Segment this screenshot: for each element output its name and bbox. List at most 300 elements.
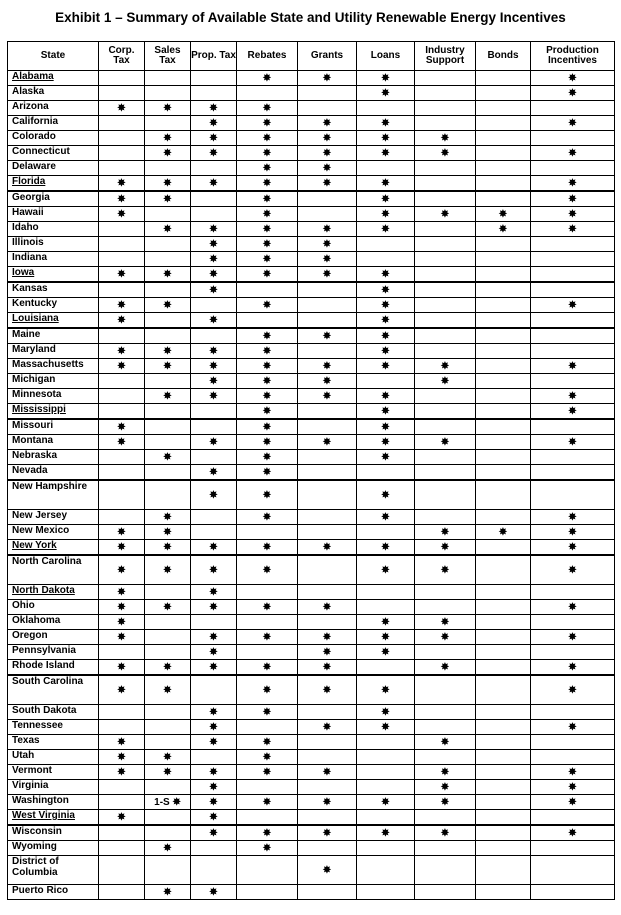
star-mark-icon: ✸ xyxy=(209,375,218,387)
incentive-cell xyxy=(357,630,415,645)
incentive-cell xyxy=(415,435,476,450)
incentive-cell xyxy=(298,810,357,826)
incentive-cell xyxy=(298,525,357,540)
incentive-cell xyxy=(415,101,476,116)
state-label: Alabama xyxy=(12,71,54,82)
star-mark-icon: ✸ xyxy=(262,661,272,673)
incentive-cell xyxy=(145,404,191,420)
incentive-cell xyxy=(191,359,237,374)
incentive-cell xyxy=(191,131,237,146)
incentive-cell xyxy=(145,750,191,765)
incentive-cell xyxy=(415,795,476,810)
star-mark-icon: ✸ xyxy=(568,360,577,372)
incentive-cell xyxy=(476,252,531,267)
incentive-cell xyxy=(145,176,191,192)
state-label: Tennessee xyxy=(12,720,63,731)
incentive-cell xyxy=(191,885,237,900)
state-name xyxy=(8,282,99,298)
star-mark-icon: ✸ xyxy=(440,827,450,839)
incentive-cell xyxy=(191,116,237,131)
incentive-cell xyxy=(357,885,415,900)
incentive-cell xyxy=(476,720,531,735)
incentive-cell xyxy=(191,750,237,765)
star-mark-icon: ✸ xyxy=(381,330,390,342)
incentive-cell xyxy=(531,510,615,525)
incentive-cell xyxy=(476,328,531,344)
incentive-cell xyxy=(191,810,237,826)
star-mark-icon: ✸ xyxy=(209,661,218,673)
incentive-cell xyxy=(476,780,531,795)
star-mark-icon: ✸ xyxy=(381,117,390,129)
star-mark-icon: ✸ xyxy=(568,541,577,553)
state-label: Connecticut xyxy=(12,146,70,157)
incentive-cell xyxy=(145,765,191,780)
incentive-cell xyxy=(415,810,476,826)
state-label: Indiana xyxy=(12,252,48,263)
incentive-cell xyxy=(298,825,357,841)
incentive-cell xyxy=(415,540,476,556)
incentive-cell xyxy=(145,374,191,389)
incentive-cell xyxy=(191,161,237,176)
star-mark-icon: ✸ xyxy=(163,147,172,159)
table-row xyxy=(8,841,615,856)
incentive-cell xyxy=(237,344,298,359)
incentive-cell xyxy=(476,825,531,841)
state-label: New Mexico xyxy=(12,525,70,536)
star-mark-icon: ✸ xyxy=(381,796,390,808)
star-mark-icon: ✸ xyxy=(163,451,172,463)
star-mark-icon: ✸ xyxy=(163,541,172,553)
incentive-cell xyxy=(145,359,191,374)
incentive-cell xyxy=(191,480,237,510)
state-label: Louisiana xyxy=(12,313,59,324)
star-mark-icon: ✸ xyxy=(209,541,218,553)
incentive-cell xyxy=(99,675,145,705)
incentive-cell xyxy=(191,510,237,525)
star-mark-icon: ✸ xyxy=(163,684,172,696)
table-row xyxy=(8,630,615,645)
star-mark-icon: ✸ xyxy=(381,405,390,417)
incentive-cell xyxy=(531,86,615,101)
star-mark-icon: ✸ xyxy=(440,631,450,643)
star-mark-icon: ✸ xyxy=(322,177,332,189)
star-mark-icon: ✸ xyxy=(381,421,390,433)
incentive-cell xyxy=(531,540,615,556)
table-row xyxy=(8,237,615,252)
state-name xyxy=(8,720,99,735)
incentive-cell xyxy=(191,675,237,705)
incentive-cell xyxy=(237,856,298,885)
star-mark-icon: ✸ xyxy=(381,451,390,463)
star-mark-icon: ✸ xyxy=(322,253,332,265)
state-name xyxy=(8,780,99,795)
table-row xyxy=(8,525,615,540)
incentive-cell xyxy=(237,885,298,900)
incentive-cell xyxy=(298,856,357,885)
table-row xyxy=(8,810,615,826)
incentive-cell xyxy=(476,841,531,856)
star-mark-icon: ✸ xyxy=(117,616,126,628)
incentive-cell xyxy=(99,841,145,856)
star-mark-icon: ✸ xyxy=(440,526,450,538)
star-mark-icon: ✸ xyxy=(381,721,390,733)
star-mark-icon: ✸ xyxy=(262,436,272,448)
incentive-cell xyxy=(237,389,298,404)
star-mark-icon: ✸ xyxy=(209,489,218,501)
star-mark-icon: ✸ xyxy=(381,223,390,235)
state-name xyxy=(8,645,99,660)
incentive-cell xyxy=(415,344,476,359)
star-mark-icon: ✸ xyxy=(568,87,577,99)
table-row xyxy=(8,645,615,660)
incentive-cell xyxy=(99,146,145,161)
star-mark-icon: ✸ xyxy=(117,102,126,114)
star-mark-icon: ✸ xyxy=(381,193,390,205)
incentive-cell xyxy=(531,101,615,116)
star-mark-icon: ✸ xyxy=(209,706,218,718)
table-row xyxy=(8,328,615,344)
state-name xyxy=(8,161,99,176)
star-mark-icon: ✸ xyxy=(440,375,450,387)
incentive-cell xyxy=(415,765,476,780)
incentive-cell xyxy=(99,191,145,207)
star-mark-icon: ✸ xyxy=(322,796,332,808)
table-row xyxy=(8,282,615,298)
star-mark-icon: ✸ xyxy=(209,766,218,778)
incentive-cell xyxy=(298,101,357,116)
incentive-cell xyxy=(415,404,476,420)
incentive-cell xyxy=(357,404,415,420)
incentive-cell xyxy=(99,161,145,176)
incentive-cell xyxy=(357,540,415,556)
incentive-cell xyxy=(99,389,145,404)
incentive-cell xyxy=(357,510,415,525)
incentive-cell xyxy=(191,780,237,795)
state-name xyxy=(8,86,99,101)
star-mark-icon: ✸ xyxy=(163,511,172,523)
state-name xyxy=(8,705,99,720)
state-name xyxy=(8,660,99,676)
header-production-incentives: Production Incentives xyxy=(531,42,615,71)
star-mark-icon: ✸ xyxy=(209,811,218,823)
incentive-cell xyxy=(298,267,357,283)
incentive-cell xyxy=(191,795,237,810)
state-name xyxy=(8,101,99,116)
incentive-cell xyxy=(298,328,357,344)
incentive-cell xyxy=(357,344,415,359)
incentive-cell xyxy=(237,222,298,237)
star-mark-icon: ✸ xyxy=(163,345,172,357)
incentive-cell xyxy=(476,705,531,720)
state-label: South Dakota xyxy=(12,705,77,716)
star-mark-icon: ✸ xyxy=(568,601,577,613)
incentive-cell xyxy=(415,207,476,222)
star-mark-icon: ✸ xyxy=(381,132,390,144)
incentive-cell xyxy=(476,795,531,810)
table-row xyxy=(8,585,615,600)
incentive-cell xyxy=(298,750,357,765)
incentive-cell xyxy=(415,675,476,705)
table-row xyxy=(8,450,615,465)
state-label: Vermont xyxy=(12,765,53,776)
star-mark-icon: ✸ xyxy=(440,766,450,778)
incentive-cell xyxy=(357,328,415,344)
incentive-cell xyxy=(298,252,357,267)
table-row xyxy=(8,359,615,374)
incentive-cell xyxy=(298,282,357,298)
incentive-cell xyxy=(415,705,476,720)
incentive-cell xyxy=(298,510,357,525)
incentive-cell xyxy=(415,176,476,192)
incentive-cell xyxy=(145,116,191,131)
star-mark-icon: ✸ xyxy=(568,564,577,576)
incentive-cell xyxy=(531,252,615,267)
incentive-cell xyxy=(99,313,145,329)
star-mark-icon: ✸ xyxy=(209,177,218,189)
incentive-cell xyxy=(476,765,531,780)
incentive-cell xyxy=(298,222,357,237)
table-row xyxy=(8,71,615,86)
star-mark-icon: ✸ xyxy=(163,661,172,673)
incentive-cell xyxy=(531,825,615,841)
incentive-cell xyxy=(191,404,237,420)
incentive-cell xyxy=(476,735,531,750)
incentive-cell xyxy=(191,465,237,481)
star-mark-icon: ✸ xyxy=(440,360,450,372)
incentive-cell xyxy=(237,480,298,510)
star-mark-icon: ✸ xyxy=(381,314,390,326)
star-mark-icon: ✸ xyxy=(262,299,272,311)
star-mark-icon: ✸ xyxy=(163,268,172,280)
incentive-cell xyxy=(357,116,415,131)
incentive-cell xyxy=(357,645,415,660)
star-mark-icon: ✸ xyxy=(322,827,332,839)
incentive-cell xyxy=(298,585,357,600)
incentive-cell xyxy=(298,630,357,645)
incentive-cell xyxy=(415,825,476,841)
star-mark-icon: ✸ xyxy=(568,193,577,205)
incentive-cell xyxy=(357,374,415,389)
incentive-cell xyxy=(476,101,531,116)
incentive-cell xyxy=(476,885,531,900)
state-name xyxy=(8,735,99,750)
state-name xyxy=(8,885,99,900)
state-name xyxy=(8,585,99,600)
table-row xyxy=(8,885,615,900)
state-label: Georgia xyxy=(12,192,50,203)
table-row xyxy=(8,600,615,615)
incentive-cell xyxy=(99,705,145,720)
incentive-cell xyxy=(415,86,476,101)
state-name xyxy=(8,841,99,856)
incentive-cell xyxy=(415,116,476,131)
incentive-cell xyxy=(357,267,415,283)
incentive-cell xyxy=(357,465,415,481)
incentive-cell xyxy=(145,540,191,556)
star-mark-icon: ✸ xyxy=(568,117,577,129)
incentive-cell xyxy=(415,630,476,645)
star-mark-icon: ✸ xyxy=(440,541,450,553)
state-name xyxy=(8,555,99,585)
state-name xyxy=(8,825,99,841)
star-mark-icon: ✸ xyxy=(209,886,218,898)
incentive-cell xyxy=(99,419,145,435)
star-mark-icon: ✸ xyxy=(209,102,218,114)
table-row xyxy=(8,750,615,765)
incentive-cell xyxy=(476,660,531,676)
star-mark-icon: ✸ xyxy=(440,781,450,793)
incentive-cell xyxy=(191,298,237,313)
star-mark-icon: ✸ xyxy=(209,781,218,793)
star-mark-icon: ✸ xyxy=(262,147,272,159)
star-mark-icon: ✸ xyxy=(568,147,577,159)
incentive-cell xyxy=(145,450,191,465)
state-name xyxy=(8,630,99,645)
state-label: Montana xyxy=(12,435,54,446)
incentive-cell xyxy=(191,176,237,192)
state-name xyxy=(8,525,99,540)
table-row xyxy=(8,252,615,267)
incentive-cell xyxy=(476,131,531,146)
incentive-cell xyxy=(531,720,615,735)
incentive-cell xyxy=(531,131,615,146)
incentive-cell xyxy=(145,735,191,750)
state-label: Mississippi xyxy=(12,404,66,415)
incentive-cell xyxy=(357,525,415,540)
state-name xyxy=(8,222,99,237)
incentive-cell xyxy=(531,705,615,720)
incentive-cell xyxy=(357,419,415,435)
incentive-cell xyxy=(99,615,145,630)
star-mark-icon: ✸ xyxy=(262,193,272,205)
incentive-cell xyxy=(298,600,357,615)
star-mark-icon: ✸ xyxy=(440,736,450,748)
incentive-cell xyxy=(531,359,615,374)
incentive-cell xyxy=(531,735,615,750)
state-label: Oklahoma xyxy=(12,615,61,626)
incentive-cell xyxy=(99,645,145,660)
incentive-cell xyxy=(191,191,237,207)
incentive-cell xyxy=(145,645,191,660)
incentive-cell xyxy=(357,705,415,720)
star-mark-icon: ✸ xyxy=(209,268,218,280)
incentive-cell xyxy=(191,600,237,615)
state-label: Massachusetts xyxy=(12,359,84,370)
incentive-cell xyxy=(99,435,145,450)
incentive-cell xyxy=(237,176,298,192)
star-mark-icon: ✸ xyxy=(117,766,126,778)
incentive-cell xyxy=(237,510,298,525)
state-name xyxy=(8,510,99,525)
incentive-cell xyxy=(415,267,476,283)
incentive-cell xyxy=(531,600,615,615)
incentive-cell xyxy=(237,585,298,600)
state-label: Kentucky xyxy=(12,298,58,309)
incentive-cell xyxy=(99,795,145,810)
incentive-cell xyxy=(145,86,191,101)
incentive-cell xyxy=(298,645,357,660)
star-mark-icon: ✸ xyxy=(117,586,126,598)
incentive-cell xyxy=(145,344,191,359)
table-row xyxy=(8,313,615,329)
star-mark-icon: ✸ xyxy=(440,616,450,628)
incentive-cell xyxy=(191,374,237,389)
state-label: Wyoming xyxy=(12,841,57,852)
state-name xyxy=(8,389,99,404)
incentive-cell xyxy=(99,765,145,780)
incentive-cell xyxy=(357,389,415,404)
star-mark-icon: ✸ xyxy=(568,631,577,643)
incentive-cell xyxy=(531,795,615,810)
incentive-cell xyxy=(191,313,237,329)
table-row xyxy=(8,780,615,795)
incentive-cell xyxy=(476,298,531,313)
incentive-cell xyxy=(237,525,298,540)
incentive-cell xyxy=(99,131,145,146)
star-mark-icon: ✸ xyxy=(322,117,332,129)
incentive-cell xyxy=(191,435,237,450)
state-label: Virginia xyxy=(12,780,49,791)
incentive-cell xyxy=(476,480,531,510)
incentive-cell xyxy=(191,645,237,660)
star-mark-icon: ✸ xyxy=(117,601,126,613)
star-mark-icon: ✸ xyxy=(117,177,126,189)
star-mark-icon: ✸ xyxy=(209,314,218,326)
incentive-cell xyxy=(145,675,191,705)
star-mark-icon: ✸ xyxy=(117,299,126,311)
star-mark-icon: ✸ xyxy=(568,526,577,538)
incentive-cell xyxy=(237,146,298,161)
table-row xyxy=(8,435,615,450)
incentive-cell xyxy=(531,298,615,313)
incentive-cell xyxy=(191,841,237,856)
table-row xyxy=(8,207,615,222)
incentive-cell xyxy=(298,720,357,735)
incentive-cell xyxy=(191,450,237,465)
incentive-cell xyxy=(415,71,476,86)
incentive-cell xyxy=(298,705,357,720)
star-mark-icon: ✸ xyxy=(568,684,577,696)
incentive-cell xyxy=(99,600,145,615)
star-mark-icon: ✸ xyxy=(117,564,126,576)
incentive-cell xyxy=(357,765,415,780)
table-row xyxy=(8,465,615,481)
star-mark-icon: ✸ xyxy=(209,345,218,357)
incentive-cell xyxy=(145,660,191,676)
star-mark-icon: ✸ xyxy=(209,646,218,658)
state-label: Maryland xyxy=(12,344,56,355)
incentive-cell xyxy=(191,630,237,645)
incentive-cell xyxy=(99,540,145,556)
incentive-cell xyxy=(357,435,415,450)
star-mark-icon: ✸ xyxy=(381,72,390,84)
incentive-cell xyxy=(99,116,145,131)
star-mark-icon: ✸ xyxy=(322,864,332,876)
star-mark-icon: ✸ xyxy=(262,796,272,808)
incentive-cell xyxy=(191,344,237,359)
incentive-cell xyxy=(191,419,237,435)
incentive-cell xyxy=(145,389,191,404)
incentive-cell xyxy=(415,615,476,630)
state-label: Kansas xyxy=(12,283,48,294)
state-label: Illinois xyxy=(12,237,44,248)
table-row xyxy=(8,615,615,630)
incentive-cell xyxy=(99,237,145,252)
incentive-cell xyxy=(99,359,145,374)
incentive-cell xyxy=(99,252,145,267)
incentive-cell xyxy=(357,750,415,765)
state-label: Texas xyxy=(12,735,40,746)
